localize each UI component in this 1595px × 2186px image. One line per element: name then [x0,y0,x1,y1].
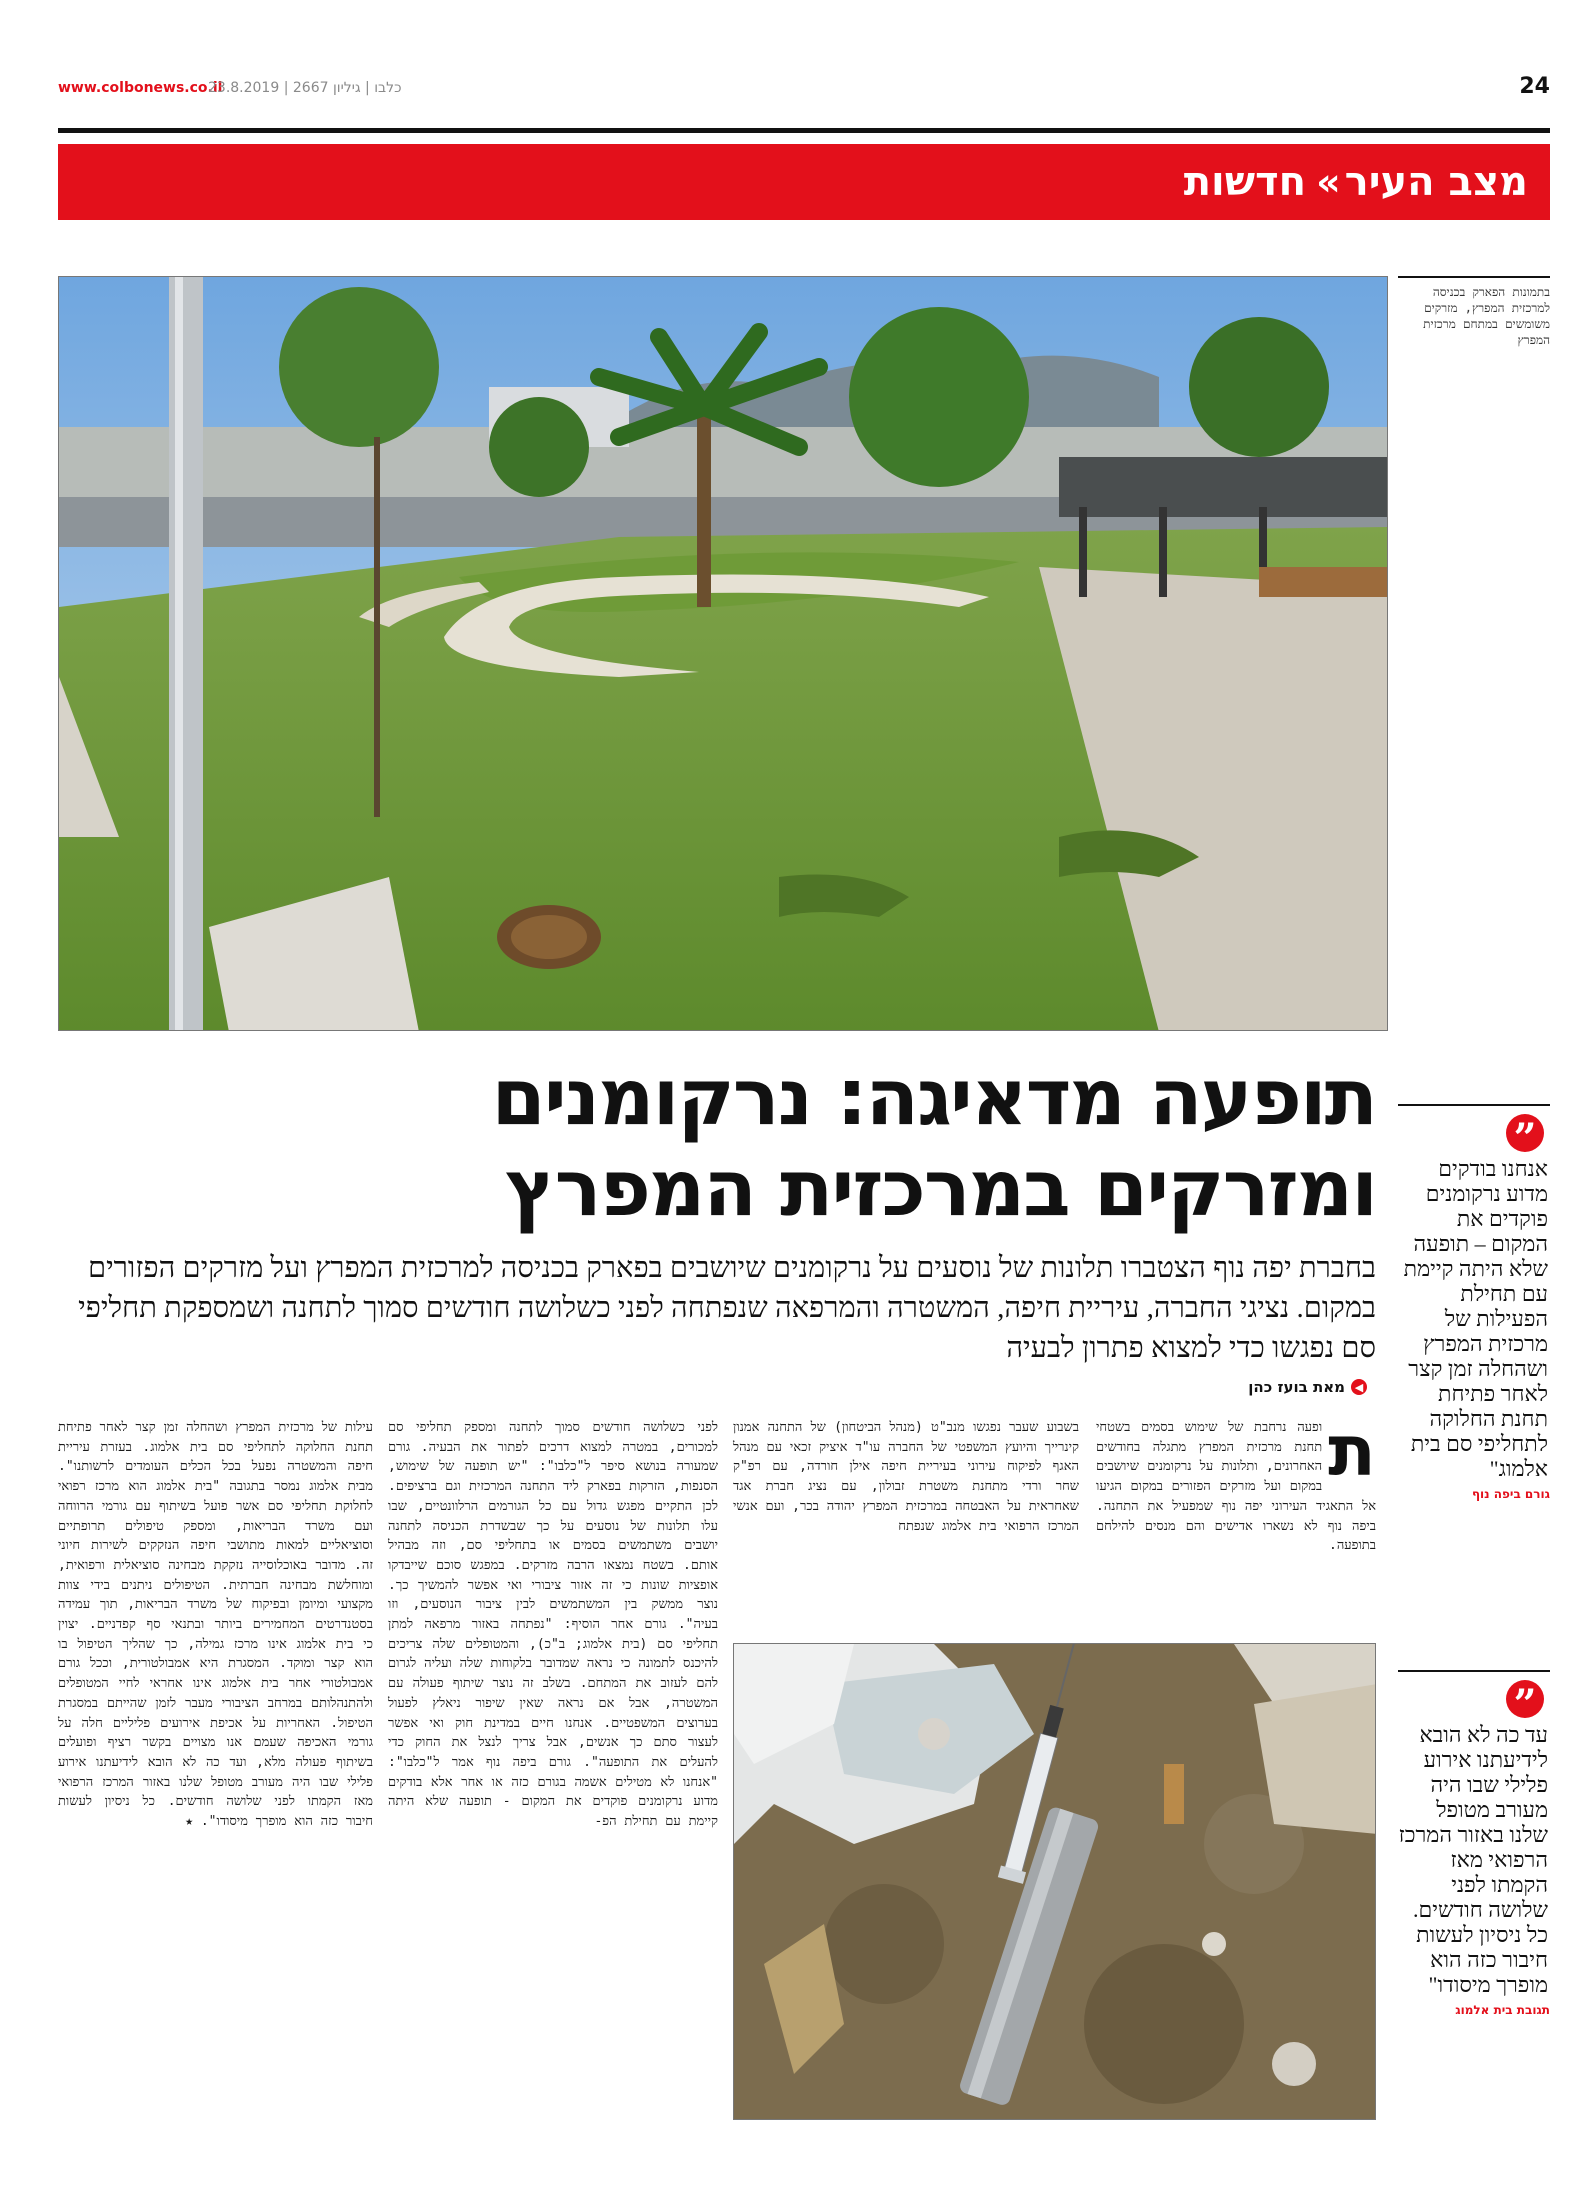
article-column-3-text: לפני כשלושה חודשים סמוך לתחנה ומספק תחליפי סם למכורים, במטרה למצוא דרכים לפתור את הבעיה. גורם שמעורה בנושא סיפר ל"כלבו": "יש תופעה של שימוש, הסנפות, הזרקות בפארק ליד התחנה המרכזית וגם ברציפים. לכן התקיים מפגש גדול עם כל הגורמים הרלוונטיים, שבו עלו תלונות של נוסעים על כך שבשדרת הכניסה לתחנה יושבים משתמשים בסמים או בתחליפי סם, וזה מבהיל אותם. בשטח נמצאו הרבה מזרקים. במפגש סוכם שייבדקו אופציות שונות כי זה אזור ציבורי ואי אפשר להמשיך כך. נוצר ממשק בין המשתמשים לבין ציבור הנוסעים, וזו בעיה". גורם אחר הוסיף: "נפתחה באזור מרפאה למתן תחליפי סם (בית אלמוג; ב"כ), והמטופלים שלה צריכים להיכנס לתמונה כי נראה שמדובר בלקוחות שלה ועליה לגרום להם לעזוב את המתחם. בשלב זה נוצר שיתוף פעולה עם המשטרה, אבל אם נראה שאין שיפור ניאלץ לפעול בערוצים המשפטיים. אנחנו חיים במדינת חוק ואי אפשר לעצור סתם כך אנשים, אבל צריך לנצל את החוק כדי להעלים את התופעה". גורם ביפה נוף אמר ל"כלבו": "אנחנו לא מטילים אשמה בגורם כזה או אחר אלא בודקים מדוע נרקומנים פוקדים את המקום - תופעה שלא היתה קיימת עם תחילת הפ- [388,1420,718,1830]
pull-quote-2-text: עד כה לא הובא לידיעתנו אירוע פלילי שבו היה מעורב מטופל שלנו באזור המרכז הרפואי מאז הקמתו לפני שלושה חודשים. כל ניסיון לעשות חיבור כזה הוא מופרך מיסודו" [1398,1722,1548,1997]
article-column-4 [58,1418,373,1832]
headline-line-2: ומזרקים במרכזית המפרץ [505,1144,1376,1234]
park-photo [58,276,1388,1031]
article-column-2-text: בשבוע שעבר נפגשו מנב"ט (מנהל הביטחון) של התחנה אמנון קינרייך והיועץ המשפטי של החברה עו"ד איציק זכאי עם מנהל האגף לפיקוח עירוני בעיריית חיפה אילן חורדה, עם רפ"ק שחר ורדי מתחנת משטרת זבולון, עם נציג חברת אגד שאחראית על האבטחה במרכזית המפרץ יהודה בכר, ועם אנשי המרכז הרפואי בית אלמוג שנפתח [733,1420,1079,1534]
page-number: 24 [1519,74,1550,99]
site-url[interactable]: www.colbonews.co.il [58,80,223,96]
article-column-1-text: ופעה נרחבת של שימוש בסמים בשטחי תחנת מרכזית המפרץ מתגלה בחודשים האחרונים, ותלונות על נרקומנים שיושבים במקום ועל מזרקים הפזורים במקום הגיעו אל התאגיד העירוני יפה נוף שמפעיל את התחנה. ביפה נוף לא נשארו אדישים והם מנסים להילחם בתופעה. [1096,1420,1376,1554]
headline [58,1052,1376,1234]
top-rule [58,128,1550,133]
section-banner [58,144,1550,220]
section-title: מצב העיר [1344,159,1528,205]
syringe-photo [733,1643,1376,2120]
masthead [58,74,1550,108]
article-column-1 [1096,1410,1376,1556]
syringe-photo-illustration [734,1644,1376,2120]
pull-quote-1 [1398,1104,1550,1501]
article-column-3 [388,1418,718,1832]
pull-quote-2 [1398,1670,1550,2017]
pull-quote-1-text: אנחנו בודקים מדוע נרקומנים פוקדים את המקום – תופעה שלא היתה קיימת עם תחילת הפעילות של מרכזית המפרץ ושהחלה זמן קצר לאחר פתיחת תחנת החלוקה לתחליפי סם בית אלמוג" [1403,1156,1548,1481]
arrow-left-icon: ◀ [1351,1379,1367,1395]
section-category: חדשות [1183,159,1307,205]
byline [1248,1378,1367,1396]
drop-cap: ת [1328,1410,1376,1492]
section-label [1184,150,1528,214]
park-photo-illustration [59,277,1388,1031]
article-column-4-text: עילות של מרכזית המפרץ ושהחלה זמן קצר לאחר פתיחת תחנת החלוקה לתחליפי סם בית אלמוג. בעזרת עיריית חיפה והמשטרה נפעל בכל הכלים העומדים לרשותנו". מבית אלמוג נמסר בתגובה "בית אלמוג הוא מרכז רפואי לחלוקת תחליפי סם אשר פועל בשיתוף עם גורמי הרווחה ועם משרד הבריאות, ומספק טיפולים תרופתיים וסוציאליים למאות מתושבי חיפה הנזקקים לשירות חיוני זה. מדובר באוכלוסייה נזקקת מבחינה סוציאלית ורפואית, ומוחלשת מבחינה חברתית. הטיפולים ניתנים בידי צוות מקצועי ומיומן ובפיקוח של משרד הבריאות, תוך עמידה בסטנדרטים המחמירים ביותר ובתנאי סף קפדניים. יצוין כי בית אלמוג אינו מרכז גמילה, כך שהליך הטיפול בו הוא קצר ומוקד. המסגרת היא אמבולטורית, וככל גורם אמבולטורי אחר בית אלמוג אינו אחראי לחיי המטופלים ולהתנהלותם במרחב הציבורי מעבר לזמן שהייתם במסגרת הטיפול. האחריות על אכיפת אירועים פליליים חלה על גורמי האכיפה שעמם אנו מצויים בקשר רציף ופועלים בשיתוף פעולה מלא, ועד כה לא הובא לידיעתנו אירוע פלילי שבו היה מעורב מטופל שלנו באזור המרכז הרפואי מאז הקמתו לפני שלושה חודשים. כל ניסיון לעשות חיבור כזה הוא מופרך מיסודו". ★ [58,1420,373,1830]
quote-icon: ” [1506,1114,1544,1152]
article-column-2 [733,1418,1079,1536]
pull-quote-2-credit: תגובת בית אלמוג [1455,2003,1550,2017]
issue-info: כלבו | גיליון 2667 | 23.8.2019 [208,80,402,96]
byline-author: מאת בועז כהן [1248,1378,1345,1396]
chevron-icon: » [1316,160,1335,204]
pull-quote-1-credit: גורם ביפה נוף [1471,1487,1550,1501]
quote-icon: ” [1506,1680,1544,1718]
photo-caption-column [1398,276,1550,348]
subhead: בחברת יפה נוף הצטברו תלונות של נוסעים על נרקומנים שיושבים בפארק בכניסה למרכזית המפרץ ועל מזרקים הפזורים במקום. נציגי החברה, עיריית חיפה, המשטרה והמרפאה שנפתחה לפני כשלושה חודשים סמוך לתחנה ושמספקת תחליפי סם נפגשו כדי למצוא פתרון לבעיה [78,1252,1376,1364]
photo-caption: בתמונות הפארק בכניסה למרכזית המפרץ, מזרקים משומשים במתחם מרכזית המפרץ [1423,285,1550,347]
headline-line-1: תופעה מדאיגה: נרקומנים [491,1053,1376,1143]
